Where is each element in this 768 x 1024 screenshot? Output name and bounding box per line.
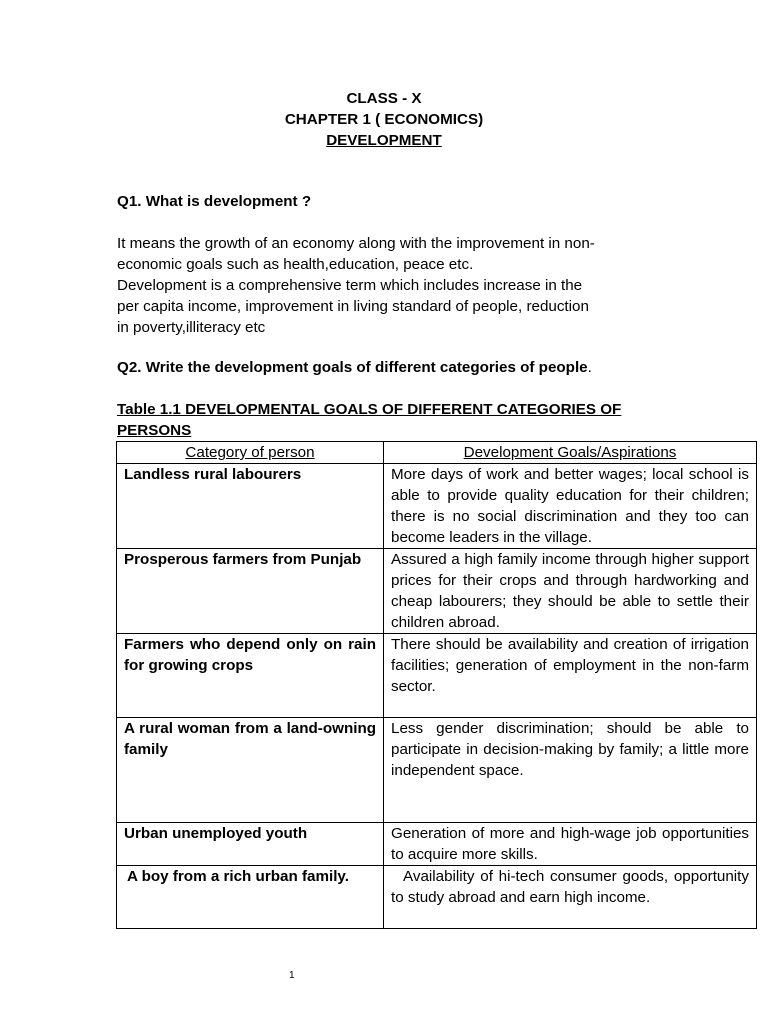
goals-cell: More days of work and better wages; local school is able to provide quality education for their children; there is no social discrimination and they too can become leaders in the village. bbox=[384, 464, 757, 549]
category-cell: Farmers who depend only on rain for growing crops bbox=[117, 634, 384, 718]
answer-line: It means the growth of an economy along with the improvement in non- bbox=[117, 235, 595, 252]
chapter-line: CHAPTER 1 ( ECONOMICS) bbox=[284, 111, 484, 128]
category-cell: A rural woman from a land-owning family bbox=[117, 718, 384, 823]
question-1: Q1. What is development ? bbox=[117, 193, 312, 210]
table-row bbox=[117, 718, 757, 823]
goals-table bbox=[116, 441, 757, 929]
goals-cell: Generation of more and high-wage job opportunities to acquire more skills. bbox=[384, 823, 757, 866]
question-2 bbox=[117, 357, 592, 378]
answer-line: Development is a comprehensive term which includes increase in the bbox=[117, 277, 583, 294]
class-line: CLASS - X bbox=[346, 90, 422, 107]
answer-line: economic goals such as health,education, peace etc. bbox=[117, 256, 474, 273]
table-row bbox=[117, 464, 757, 549]
question-2-end: . bbox=[587, 359, 592, 376]
goals-cell: Less gender discrimination; should be able to participate in decision-making by family; a little more independent space. bbox=[384, 718, 757, 823]
header-goals: Development Goals/Aspirations bbox=[384, 442, 757, 464]
table-caption: Table 1.1 DEVELOPMENTAL GOALS OF DIFFERENT CATEGORIES OF PERSONS bbox=[117, 401, 622, 439]
header-category: Category of person bbox=[117, 442, 384, 464]
table-row bbox=[117, 634, 757, 718]
answer-line: in poverty,illiteracy etc bbox=[117, 319, 266, 336]
goals-cell: There should be availability and creation of irrigation facilities; generation of employment in the non-farm sector. bbox=[384, 634, 757, 718]
answer-1 bbox=[117, 233, 657, 338]
page-number: 1 bbox=[289, 970, 295, 981]
category-cell: Prosperous farmers from Punjab bbox=[117, 549, 384, 634]
table-header-row bbox=[117, 442, 757, 464]
category-cell: Urban unemployed youth bbox=[117, 823, 384, 866]
table-row bbox=[117, 549, 757, 634]
answer-line: per capita income, improvement in living standard of people, reduction bbox=[117, 298, 589, 315]
goals-cell: Availability of hi-tech consumer goods, opportunity to study abroad and earn high income. bbox=[384, 866, 757, 929]
document-title: DEVELOPMENT bbox=[326, 132, 442, 149]
table-row bbox=[117, 866, 757, 929]
goals-cell: Assured a high family income through higher support prices for their crops and through hardworking and cheap labourers; they should be able to settle their children abroad. bbox=[384, 549, 757, 634]
category-cell: Landless rural labourers bbox=[117, 464, 384, 549]
question-2-text: Q2. Write the development goals of different categories of people bbox=[117, 359, 588, 376]
category-cell: A boy from a rich urban family. bbox=[117, 866, 384, 929]
document-header bbox=[0, 88, 768, 151]
table-row bbox=[117, 823, 757, 866]
